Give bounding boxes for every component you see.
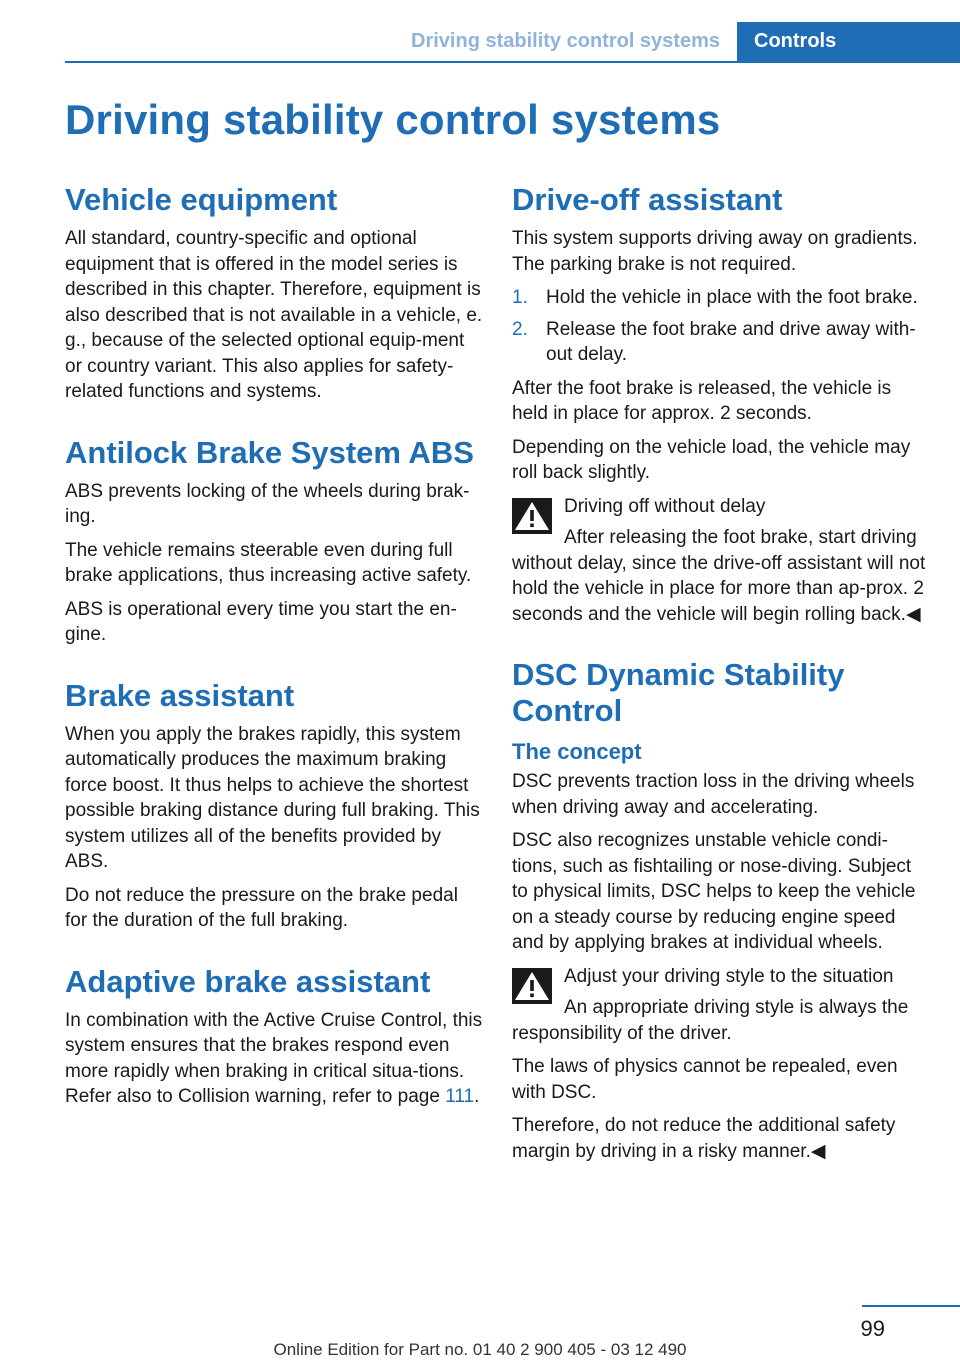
vehicle-equipment-text: All standard, country-specific and optional equipment that is offered in the model series is described in this chapter. Therefore, equipment is also described that is not available in a vehicle, e. g., because of the selected optional equip-ment or country variant. This also applies for safety-related functions and systems. (65, 228, 483, 402)
page-number: 99 (860, 1316, 885, 1341)
left-column (65, 182, 483, 1118)
right-column (512, 182, 932, 1172)
heading-drive-off-assistant: Drive-off assistant (512, 182, 783, 217)
header-rule (65, 61, 960, 63)
list-item (512, 317, 932, 368)
drive-off-text-3: Depending on the vehicle load, the vehicle may roll back slightly. (512, 436, 911, 483)
warning-driving-style (512, 964, 932, 1047)
header-chapter-tab: Controls (737, 22, 960, 63)
heading-vehicle-equipment: Vehicle equipment (65, 182, 338, 217)
adaptive-brake-text (65, 1008, 483, 1110)
adaptive-brake-text-end: . (474, 1086, 480, 1107)
abs-text-3: ABS is operational every time you start the en-gine. (65, 598, 457, 645)
dsc-text-3: The laws of physics cannot be repealed, even with DSC. (512, 1056, 898, 1103)
drive-off-steps (512, 285, 932, 368)
abs-text-2: The vehicle remains steerable even during full brake applications, thus increasing active safety. (65, 539, 472, 586)
warning-drive-off (512, 494, 932, 628)
header-section-title: Driving stability control systems (411, 30, 720, 52)
step-number: 2. (512, 318, 528, 340)
heading-dsc: DSC Dynamic Stability Control (512, 657, 845, 728)
heading-brake-assistant: Brake assistant (65, 677, 295, 713)
drive-off-text-1: This system supports driving away on gradients. The parking brake is not required. (512, 228, 918, 275)
page-title: Driving stability control systems (65, 96, 721, 143)
dsc-text-4: Therefore, do not reduce the additional safety margin by driving in a risky manner.◀ (512, 1115, 896, 1162)
heading-adaptive-brake-assistant: Adaptive brake assistant (65, 963, 431, 999)
heading-abs: Antilock Brake System ABS (65, 434, 474, 470)
abs-text-1: ABS prevents locking of the wheels during brak-ing. (65, 480, 470, 527)
dsc-text-1: DSC prevents traction loss in the driving wheels when driving away and accelerating. (512, 771, 915, 818)
warning-triangle-icon (512, 968, 552, 1004)
list-item (512, 285, 932, 311)
dsc-text-2: DSC also recognizes unstable vehicle condi-tions, such as fishtailing or nose-diving. Subject to physical limits, DSC helps to keep the vehicle on a steady course by reducing engine speed and by applying brakes at individual wheels. (512, 830, 916, 953)
page-reference-link[interactable]: 111 (445, 1086, 475, 1107)
warning-title: Adjust your driving style to the situation (564, 965, 894, 987)
adaptive-brake-text-body: In combination with the Active Cruise Control, this system ensures that the brakes respond even more rapidly when braking in critical situa-tions. Refer also to Collision warning, refer to page (65, 1009, 483, 1107)
drive-off-text-2: After the foot brake is released, the vehicle is held in place for approx. 2 seconds. (512, 377, 892, 424)
step-number: 1. (512, 287, 528, 308)
warning-triangle-icon (512, 498, 552, 534)
footer-rule (862, 1305, 960, 1307)
brake-assistant-text-2: Do not reduce the pressure on the brake pedal for the duration of the full braking. (65, 884, 458, 931)
subheading-the-concept: The concept (512, 739, 642, 764)
footer-edition-text: Online Edition for Part no. 01 40 2 900 405 - 03 12 490 (273, 1340, 687, 1359)
warning-title: Driving off without delay (564, 495, 766, 517)
step-text: Release the foot brake and drive away with-out delay. (546, 318, 916, 365)
brake-assistant-text-1: When you apply the brakes rapidly, this system automatically produces the maximum braking force boost. It thus helps to achieve the shortest possible braking distance during full braking. This system utilizes all of the benefits provided by ABS. (65, 723, 480, 872)
step-text: Hold the vehicle in place with the foot brake. (546, 287, 918, 308)
warning-text: An appropriate driving style is always the responsibility of the driver. (512, 997, 909, 1044)
warning-text: After releasing the foot brake, start driving without delay, since the drive-off assistant will not hold the vehicle in place for more than ap-prox. 2 seconds and the vehicle will begin rolling back.◀ (512, 527, 926, 625)
